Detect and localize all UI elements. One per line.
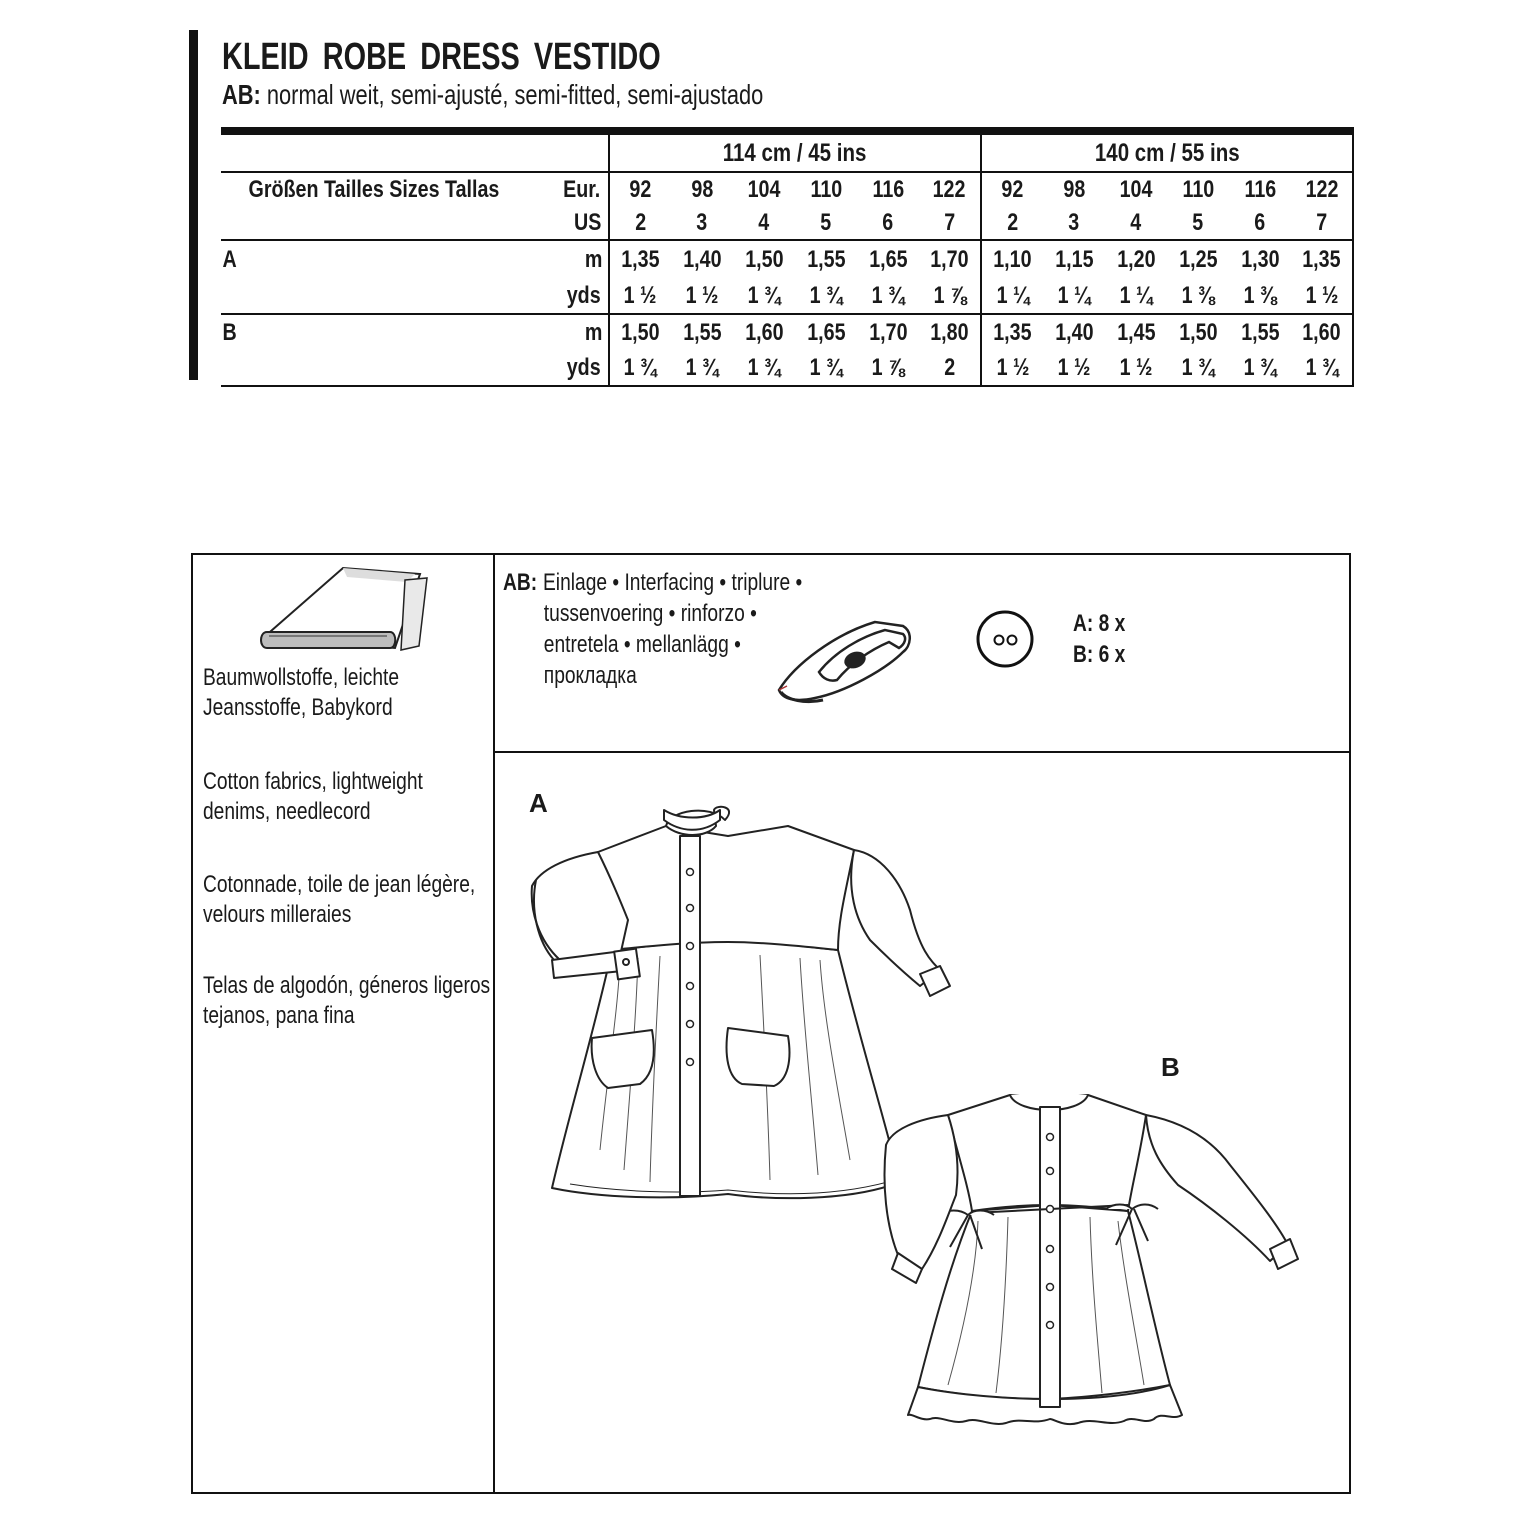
subtitle-fit: normal weit, semi-ajusté, semi-fitted, semi-ajustado (260, 79, 764, 110)
yards-cell (1043, 351, 1105, 386)
us-size-cell-text: 7 (1316, 209, 1328, 236)
us-size-cell-text: 6 (882, 209, 894, 236)
yards-label (548, 351, 609, 386)
interfacing-line: entretela • mellanlägg • (543, 631, 741, 658)
sizes-label-spacer (221, 207, 548, 240)
yards-cell (795, 279, 857, 314)
us-size-cell-text: 4 (758, 209, 770, 236)
yards-cell (671, 279, 733, 314)
yards-cell (1291, 279, 1353, 314)
us-size-cell (1105, 207, 1167, 240)
meters-cell-text: 1,20 (1116, 246, 1156, 273)
width-header-114-text: 114 cm / 45 ins (723, 138, 867, 167)
yards-cell-text: 1 ½ (685, 282, 719, 309)
yards-cell-text: 1 ½ (996, 354, 1029, 381)
meters-cell-text: 1,45 (1116, 319, 1156, 346)
fabric-line: denims, needlecord (203, 798, 371, 825)
meters-cell-text: 1,65 (806, 319, 846, 346)
yards-cell (795, 351, 857, 386)
us-size-cell-text: 4 (1130, 209, 1142, 236)
table-corner (221, 131, 548, 172)
eur-size-cell-text: 110 (1182, 176, 1214, 203)
yards-cell-text: 1 ¾ (747, 282, 781, 309)
meters-label-text: m (584, 246, 603, 273)
yards-cell (1043, 279, 1105, 314)
meters-cell (1291, 240, 1353, 279)
yards-cell (733, 279, 795, 314)
view-row-label (221, 314, 548, 351)
eur-size-cell (795, 172, 857, 207)
meters-cell (609, 240, 671, 279)
yards-cell (733, 351, 795, 386)
page-title: KLEID ROBE DRESS VESTIDO (222, 36, 661, 78)
sizes-label (221, 172, 548, 207)
meters-cell-text: 1,55 (1240, 319, 1280, 346)
fabric-text-fr (203, 870, 475, 930)
iron-icon (775, 612, 915, 707)
eur-size-cell-text: 122 (933, 176, 966, 203)
meters-cell-text: 1,70 (868, 319, 908, 346)
eur-size-cell-text: 116 (872, 176, 904, 203)
yards-cell (919, 351, 981, 386)
meters-cell (1229, 240, 1291, 279)
eur-size-cell (609, 172, 671, 207)
yards-cell-text: 1 ¾ (747, 354, 781, 381)
meters-cell-text: 1,50 (744, 246, 784, 273)
dress-b-illustration (878, 1085, 1298, 1435)
yards-cell (1167, 279, 1229, 314)
yards-cell (609, 351, 671, 386)
eur-size-cell-text: 104 (1119, 176, 1153, 203)
yards-cell (857, 351, 919, 386)
yards-cell (671, 351, 733, 386)
table-corner-unit (548, 131, 609, 172)
us-size-cell (919, 207, 981, 240)
yards-cell-text: 2 (944, 354, 955, 381)
interfacing-line: tussenvoering • rinforzo • (543, 600, 757, 627)
meters-cell (795, 314, 857, 351)
meters-cell (919, 240, 981, 279)
yards-cell (1229, 351, 1291, 386)
meters-label (548, 240, 609, 279)
yards-cell-text: 1 ½ (1305, 282, 1338, 309)
yards-cell-text: 1 ¾ (1243, 354, 1277, 381)
view-b-label: B (1161, 1052, 1180, 1082)
yards-cell-text: 1 ⅞ (871, 354, 905, 381)
eur-size-cell (671, 172, 733, 207)
yards-cell-text: 1 ¾ (624, 354, 657, 381)
fabric-line: Cotton fabrics, lightweight (203, 768, 423, 795)
us-size-cell-text: 2 (635, 209, 646, 236)
us-size-cell (609, 207, 671, 240)
yards-cell (981, 279, 1043, 314)
meters-cell-text: 1,50 (621, 319, 660, 346)
yards-cell-text: 1 ¾ (685, 354, 719, 381)
meters-cell (919, 314, 981, 351)
eur-size-cell-text: 122 (1305, 176, 1338, 203)
meters-cell-text: 1,60 (1302, 319, 1341, 346)
yards-cell (857, 279, 919, 314)
yards-cell-text: 1 ⅜ (1243, 282, 1277, 309)
fabric-line: tejanos, pana fina (203, 1002, 355, 1029)
view-row-spacer (221, 351, 548, 386)
us-size-cell (981, 207, 1043, 240)
meters-cell-text: 1,80 (930, 319, 969, 346)
yards-cell-text: 1 ¼ (1119, 282, 1153, 309)
us-size-cell (1229, 207, 1291, 240)
meters-cell (1043, 240, 1105, 279)
us-size-cell-text: 6 (1254, 209, 1266, 236)
eur-size-cell-text: 92 (1001, 176, 1024, 203)
us-size-cell-text: 5 (1192, 209, 1204, 236)
meters-cell (1291, 314, 1353, 351)
meters-cell (671, 240, 733, 279)
fabric-text-de (203, 663, 399, 723)
yards-cell-text: 1 ¾ (871, 282, 905, 309)
yards-cell-text: 1 ¾ (1181, 354, 1215, 381)
meters-cell (733, 240, 795, 279)
meters-cell (1229, 314, 1291, 351)
eur-size-cell (981, 172, 1043, 207)
meters-cell (609, 314, 671, 351)
eur-label-text: Eur. (562, 176, 600, 203)
meters-cell (981, 314, 1043, 351)
us-size-cell (1291, 207, 1353, 240)
meters-label-text: m (584, 319, 603, 346)
interfacing-line: прокладка (543, 662, 637, 689)
meters-cell (857, 240, 919, 279)
meters-cell-text: 1,40 (682, 246, 722, 273)
interfacing-text (503, 567, 802, 691)
header-accent-bar (189, 30, 198, 380)
view-row-label-text: B (222, 319, 237, 346)
eur-size-cell-text: 104 (747, 176, 781, 203)
meters-cell (1105, 314, 1167, 351)
us-size-cell-text: 2 (1007, 209, 1019, 236)
yards-cell-text: 1 ½ (1119, 354, 1153, 381)
meters-cell-text: 1,10 (993, 246, 1032, 273)
us-size-cell (1167, 207, 1229, 240)
meters-cell (1167, 314, 1229, 351)
us-size-cell (857, 207, 919, 240)
eur-size-cell-text: 110 (810, 176, 842, 203)
eur-size-cell (1229, 172, 1291, 207)
yards-cell-text: 1 ¼ (1057, 282, 1091, 309)
fabric-requirements-table (221, 127, 1354, 387)
meters-cell-text: 1,40 (1054, 319, 1094, 346)
meters-cell (671, 314, 733, 351)
eur-size-cell-text: 98 (1063, 176, 1085, 203)
meters-cell-text: 1,35 (621, 246, 660, 273)
meters-cell-text: 1,25 (1178, 246, 1218, 273)
meters-cell-text: 1,35 (993, 319, 1032, 346)
fabric-text-es (203, 971, 490, 1031)
page-subtitle (222, 79, 763, 111)
meters-cell-text: 1,65 (868, 246, 908, 273)
yards-cell-text: 1 ¾ (1305, 354, 1338, 381)
yards-cell (981, 351, 1043, 386)
width-header-140 (981, 131, 1353, 172)
us-size-cell (733, 207, 795, 240)
yards-cell (919, 279, 981, 314)
meters-cell (981, 240, 1043, 279)
yards-label (548, 279, 609, 314)
yards-cell (1105, 351, 1167, 386)
fabric-bolt-icon (255, 560, 435, 660)
meters-cell (795, 240, 857, 279)
yards-label-text: yds (566, 282, 601, 309)
yards-cell-text: 1 ½ (1057, 354, 1091, 381)
eur-size-cell-text: 98 (691, 176, 713, 203)
us-size-cell (795, 207, 857, 240)
eur-size-cell (1043, 172, 1105, 207)
us-size-cell-text: 5 (820, 209, 832, 236)
eur-size-cell (919, 172, 981, 207)
view-a-label: A (529, 788, 548, 818)
us-size-cell-text: 3 (696, 209, 708, 236)
meters-cell (1105, 240, 1167, 279)
button-count-a: A: 8 x (1073, 610, 1126, 637)
fabric-line: Cotonnade, toile de jean légère, (203, 871, 476, 898)
eur-size-cell (1167, 172, 1229, 207)
interfacing-line: Einlage • Interfacing • triplure • (543, 569, 803, 596)
width-header-114 (609, 131, 981, 172)
meters-cell (1043, 314, 1105, 351)
yards-cell-text: 1 ⅜ (1181, 282, 1215, 309)
eur-size-cell (1291, 172, 1353, 207)
yards-cell-text: 1 ½ (624, 282, 657, 309)
fabric-line: Baumwollstoffe, leichte (203, 664, 400, 691)
view-row-label-text: A (222, 246, 237, 273)
meters-cell-text: 1,55 (682, 319, 722, 346)
us-label (548, 207, 609, 240)
us-size-cell-text: 7 (944, 209, 955, 236)
meters-cell-text: 1,55 (806, 246, 846, 273)
row-divider (495, 751, 1349, 753)
eur-size-cell-text: 116 (1244, 176, 1276, 203)
meters-cell-text: 1,30 (1240, 246, 1280, 273)
meters-cell-text: 1,35 (1302, 246, 1341, 273)
meters-cell (1167, 240, 1229, 279)
subtitle-views: AB: (222, 79, 261, 110)
view-row-label (221, 240, 548, 279)
meters-label (548, 314, 609, 351)
meters-cell-text: 1,60 (744, 319, 784, 346)
yards-cell (609, 279, 671, 314)
button-quantities (1073, 608, 1125, 670)
fabric-line: Telas de algodón, géneros ligeros (203, 972, 491, 999)
eur-size-cell (857, 172, 919, 207)
us-size-cell-text: 3 (1068, 209, 1080, 236)
yards-cell (1291, 351, 1353, 386)
yards-cell-text: 1 ⅞ (933, 282, 966, 309)
us-label-text: US (573, 209, 601, 236)
view-row-spacer (221, 279, 548, 314)
us-size-cell (671, 207, 733, 240)
yards-label-text: yds (566, 354, 601, 381)
yards-cell (1167, 351, 1229, 386)
fabric-line: Jeansstoffe, Babykord (203, 694, 393, 721)
button-icon (975, 609, 1035, 669)
sizes-label-text: Größen Tailles Sizes Tallas (248, 176, 500, 203)
column-divider (493, 555, 495, 1492)
yards-cell (1229, 279, 1291, 314)
yards-cell-text: 1 ¾ (809, 282, 843, 309)
yards-cell-text: 1 ¾ (809, 354, 843, 381)
button-count-b: B: 6 x (1073, 641, 1126, 668)
width-header-140-text: 140 cm / 55 ins (1094, 138, 1240, 167)
meters-cell-text: 1,50 (1178, 319, 1218, 346)
interfacing-views: AB: (503, 569, 538, 596)
meters-cell-text: 1,15 (1054, 246, 1094, 273)
us-size-cell (1043, 207, 1105, 240)
meters-cell (733, 314, 795, 351)
eur-size-cell (733, 172, 795, 207)
meters-cell (857, 314, 919, 351)
yards-cell-text: 1 ¼ (996, 282, 1029, 309)
fabric-line: velours milleraies (203, 901, 352, 928)
fabric-text-en (203, 767, 423, 827)
yards-cell (1105, 279, 1167, 314)
eur-label (548, 172, 609, 207)
eur-size-cell (1105, 172, 1167, 207)
meters-cell-text: 1,70 (930, 246, 969, 273)
eur-size-cell-text: 92 (629, 176, 652, 203)
